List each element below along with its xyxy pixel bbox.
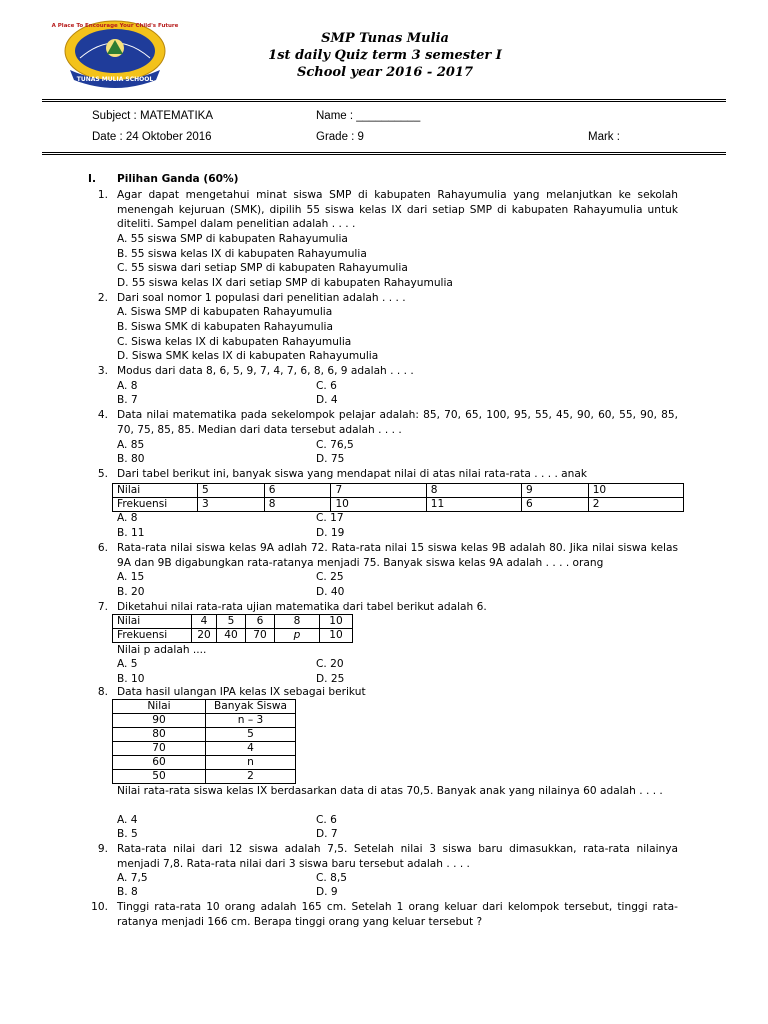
q3-option-a[interactable]: A. 8 (117, 380, 138, 392)
table-cell: 7 (331, 484, 426, 498)
q3-option-c[interactable]: C. 6 (316, 380, 337, 392)
q2-text: Dari soal nomor 1 populasi dari penelitian adalah . . . . (117, 292, 406, 304)
table-cell: 8 (275, 615, 320, 629)
table-cell: 10 (320, 615, 353, 629)
q10-text: Tinggi rata-rata 10 orang adalah 165 cm. Setelah 1 orang keluar dari kelompok tersebut, tinggi rata-ratanya menjadi 166 cm. Berapa tinggi orang yang keluar tersebut ? (117, 901, 678, 928)
q1-text: Agar dapat mengetahui minat siswa SMP di kabupaten Rahayumulia yang melanjutkan ke sekolah menengah kejuruan (SMK), dipilih 55 siswa kelas IX dari setiap SMP di kabupaten Rahayumulia untuk diteliti. Sampel dalam penelitian adalah . . . . (117, 189, 678, 231)
q3-option-d[interactable]: D. 4 (316, 394, 338, 406)
table-cell: 10 (331, 498, 426, 512)
subject-label: Subject : MATEMATIKA (92, 110, 213, 122)
table-cell: 50 (113, 770, 206, 784)
school-heading (200, 30, 570, 81)
q2-option-c[interactable]: C. Siswa kelas IX di kabupaten Rahayumulia (117, 336, 352, 348)
q4-option-d[interactable]: D. 75 (316, 453, 345, 465)
q8-subtext: Nilai rata-rata siswa kelas IX berdasarkan data di atas 70,5. Banyak anak yang nilainya 60 adalah . . . . (117, 785, 663, 797)
q8-text: Data hasil ulangan IPA kelas IX sebagai berikut (117, 686, 366, 698)
table-cell: 20 (192, 629, 217, 643)
table-cell: 9 (521, 484, 588, 498)
q1-option-b[interactable]: B. 55 siswa kelas IX di kabupaten Rahayumulia (117, 248, 367, 260)
table-cell: 80 (113, 728, 206, 742)
q8-number: 8. (97, 686, 108, 698)
table-cell: 70 (246, 629, 275, 643)
header-rule-bottom (42, 152, 726, 155)
q8-table-header (113, 700, 296, 714)
svg-text:TUNAS MULIA SCHOOL: TUNAS MULIA SCHOOL (76, 76, 154, 83)
table-cell: 4 (192, 615, 217, 629)
table-cell: 6 (264, 484, 331, 498)
table-cell: 6 (246, 615, 275, 629)
table-cell: 2 (206, 770, 296, 784)
q6-number: 6. (97, 542, 108, 554)
q9-option-c[interactable]: C. 8,5 (316, 872, 347, 884)
table-row (113, 714, 296, 728)
q7-table-row-nilai (113, 615, 353, 629)
q2-option-a[interactable]: A. Siswa SMP di kabupaten Rahayumulia (117, 306, 333, 318)
table-cell: 8 (426, 484, 521, 498)
table-cell: p (275, 629, 320, 643)
q6-text: Rata-rata nilai siswa kelas 9A adlah 72. Rata-rata nilai 15 siswa kelas 9B adalah 80. Jika nilai siswa kelas 9A dan 9B digabungkan rata-ratanya menjadi 75. Banyak siswa kelas 9A adalah . . . . orang (117, 542, 678, 569)
q9-option-a[interactable]: A. 7,5 (117, 872, 148, 884)
table-cell: Nilai (113, 615, 192, 629)
table-cell: 11 (426, 498, 521, 512)
q7-text: Diketahui nilai rata-rata ujian matematika dari tabel berikut adalah 6. (117, 601, 487, 613)
q5-option-d[interactable]: D. 19 (316, 527, 345, 539)
school-name: SMP Tunas Mulia (321, 31, 449, 46)
table-cell: 5 (198, 484, 265, 498)
q6-option-d[interactable]: D. 40 (316, 586, 345, 598)
table-cell: 3 (198, 498, 265, 512)
q8-table (112, 699, 296, 784)
table-cell: 6 (521, 498, 588, 512)
table-cell: n (206, 756, 296, 770)
q4-text: Data nilai matematika pada sekelompok pelajar adalah: 85, 70, 65, 100, 95, 55, 45, 90, 60, 55, 90, 85, 70, 75, 85, 85. Median dari data tersebut adalah . . . . (117, 409, 678, 436)
name-field[interactable]: Name : __________ (316, 110, 421, 122)
q9-text: Rata-rata nilai dari 12 siswa adalah 7,5. Setelah nilai 3 siswa baru dimasukkan, rata-rata nilainya menjadi 7,8. Rata-rata nilai dari 3 siswa baru tersebut adalah . . . . (117, 843, 678, 870)
table-cell: Nilai (113, 484, 198, 498)
q9-option-d[interactable]: D. 9 (316, 886, 338, 898)
q9-option-b[interactable]: B. 8 (117, 886, 138, 898)
q5-table-row-nilai (113, 484, 684, 498)
q8-option-c[interactable]: C. 6 (316, 814, 337, 826)
table-header-cell: Nilai (113, 700, 206, 714)
q5-table (112, 483, 684, 512)
q1-option-a[interactable]: A. 55 siswa SMP di kabupaten Rahayumulia (117, 233, 348, 245)
table-cell: n – 3 (206, 714, 296, 728)
q8-option-a[interactable]: A. 4 (117, 814, 138, 826)
q5-text: Dari tabel berikut ini, banyak siswa yang mendapat nilai di atas nilai rata-rata . . . . anak (117, 468, 588, 480)
table-cell: 4 (206, 742, 296, 756)
q4-option-a[interactable]: A. 85 (117, 439, 145, 451)
table-cell: 70 (113, 742, 206, 756)
table-row (113, 728, 296, 742)
q6-option-b[interactable]: B. 20 (117, 586, 145, 598)
q1-option-d[interactable]: D. 55 siswa kelas IX dari setiap SMP di kabupaten Rahayumulia (117, 277, 453, 289)
table-cell: 10 (320, 629, 353, 643)
q4-number: 4. (97, 409, 108, 421)
table-cell: 5 (217, 615, 246, 629)
q6-option-a[interactable]: A. 15 (117, 571, 145, 583)
table-row (113, 770, 296, 784)
table-row (113, 756, 296, 770)
q4-option-c[interactable]: C. 76,5 (316, 439, 354, 451)
school-logo (51, 18, 179, 88)
quiz-title: 1st daily Quiz term 3 semester I (268, 48, 502, 63)
q7-option-c[interactable]: C. 20 (316, 658, 344, 670)
header-rule-top (42, 99, 726, 102)
q2-option-d[interactable]: D. Siswa SMK kelas IX di kabupaten Rahayumulia (117, 350, 379, 362)
q1-number: 1. (97, 189, 108, 201)
q3-option-b[interactable]: B. 7 (117, 394, 138, 406)
table-cell: 2 (588, 498, 683, 512)
q7-option-a[interactable]: A. 5 (117, 658, 138, 670)
svg-text:A Place To Encourage Your Chil: A Place To Encourage Your Child's Future (51, 23, 179, 29)
section-number: I. (88, 173, 96, 185)
q7-option-b[interactable]: B. 10 (117, 673, 145, 685)
q5-number: 5. (97, 468, 108, 480)
table-cell: 40 (217, 629, 246, 643)
q8-option-b[interactable]: B. 5 (117, 828, 138, 840)
date-label: Date : 24 Oktober 2016 (92, 131, 212, 143)
q4-option-b[interactable]: B. 80 (117, 453, 145, 465)
table-cell: Frekuensi (113, 629, 192, 643)
table-cell: 60 (113, 756, 206, 770)
q7-table (112, 614, 353, 643)
table-cell: 10 (588, 484, 683, 498)
q5-table-row-frekuensi (113, 498, 684, 512)
table-cell: 5 (206, 728, 296, 742)
q3-text: Modus dari data 8, 6, 5, 9, 7, 4, 7, 6, 8, 6, 9 adalah . . . . (117, 365, 414, 377)
table-cell: 8 (264, 498, 331, 512)
q5-option-c[interactable]: C. 17 (316, 512, 344, 524)
q8-option-d[interactable]: D. 7 (316, 828, 338, 840)
q2-option-b[interactable]: B. Siswa SMK di kabupaten Rahayumulia (117, 321, 333, 333)
q5-option-b[interactable]: B. 11 (117, 527, 145, 539)
q1-option-c[interactable]: C. 55 siswa dari setiap SMP di kabupaten Rahayumulia (117, 262, 408, 274)
q2-number: 2. (97, 292, 108, 304)
q7-number: 7. (97, 601, 108, 613)
q5-option-a[interactable]: A. 8 (117, 512, 138, 524)
q10-number: 10. (91, 901, 108, 913)
q9-number: 9. (97, 843, 108, 855)
q7-option-d[interactable]: D. 25 (316, 673, 345, 685)
section-title: Pilihan Ganda (60%) (117, 173, 239, 185)
table-row (113, 742, 296, 756)
table-header-cell: Banyak Siswa (206, 700, 296, 714)
q7-subtext: Nilai p adalah .... (117, 644, 207, 656)
mark-label: Mark : (588, 131, 620, 143)
q6-option-c[interactable]: C. 25 (316, 571, 344, 583)
q3-number: 3. (97, 365, 108, 377)
school-year: School year 2016 - 2017 (297, 65, 473, 80)
table-cell: 90 (113, 714, 206, 728)
table-cell: Frekuensi (113, 498, 198, 512)
grade-label: Grade : 9 (316, 131, 364, 143)
q7-table-row-frekuensi (113, 629, 353, 643)
